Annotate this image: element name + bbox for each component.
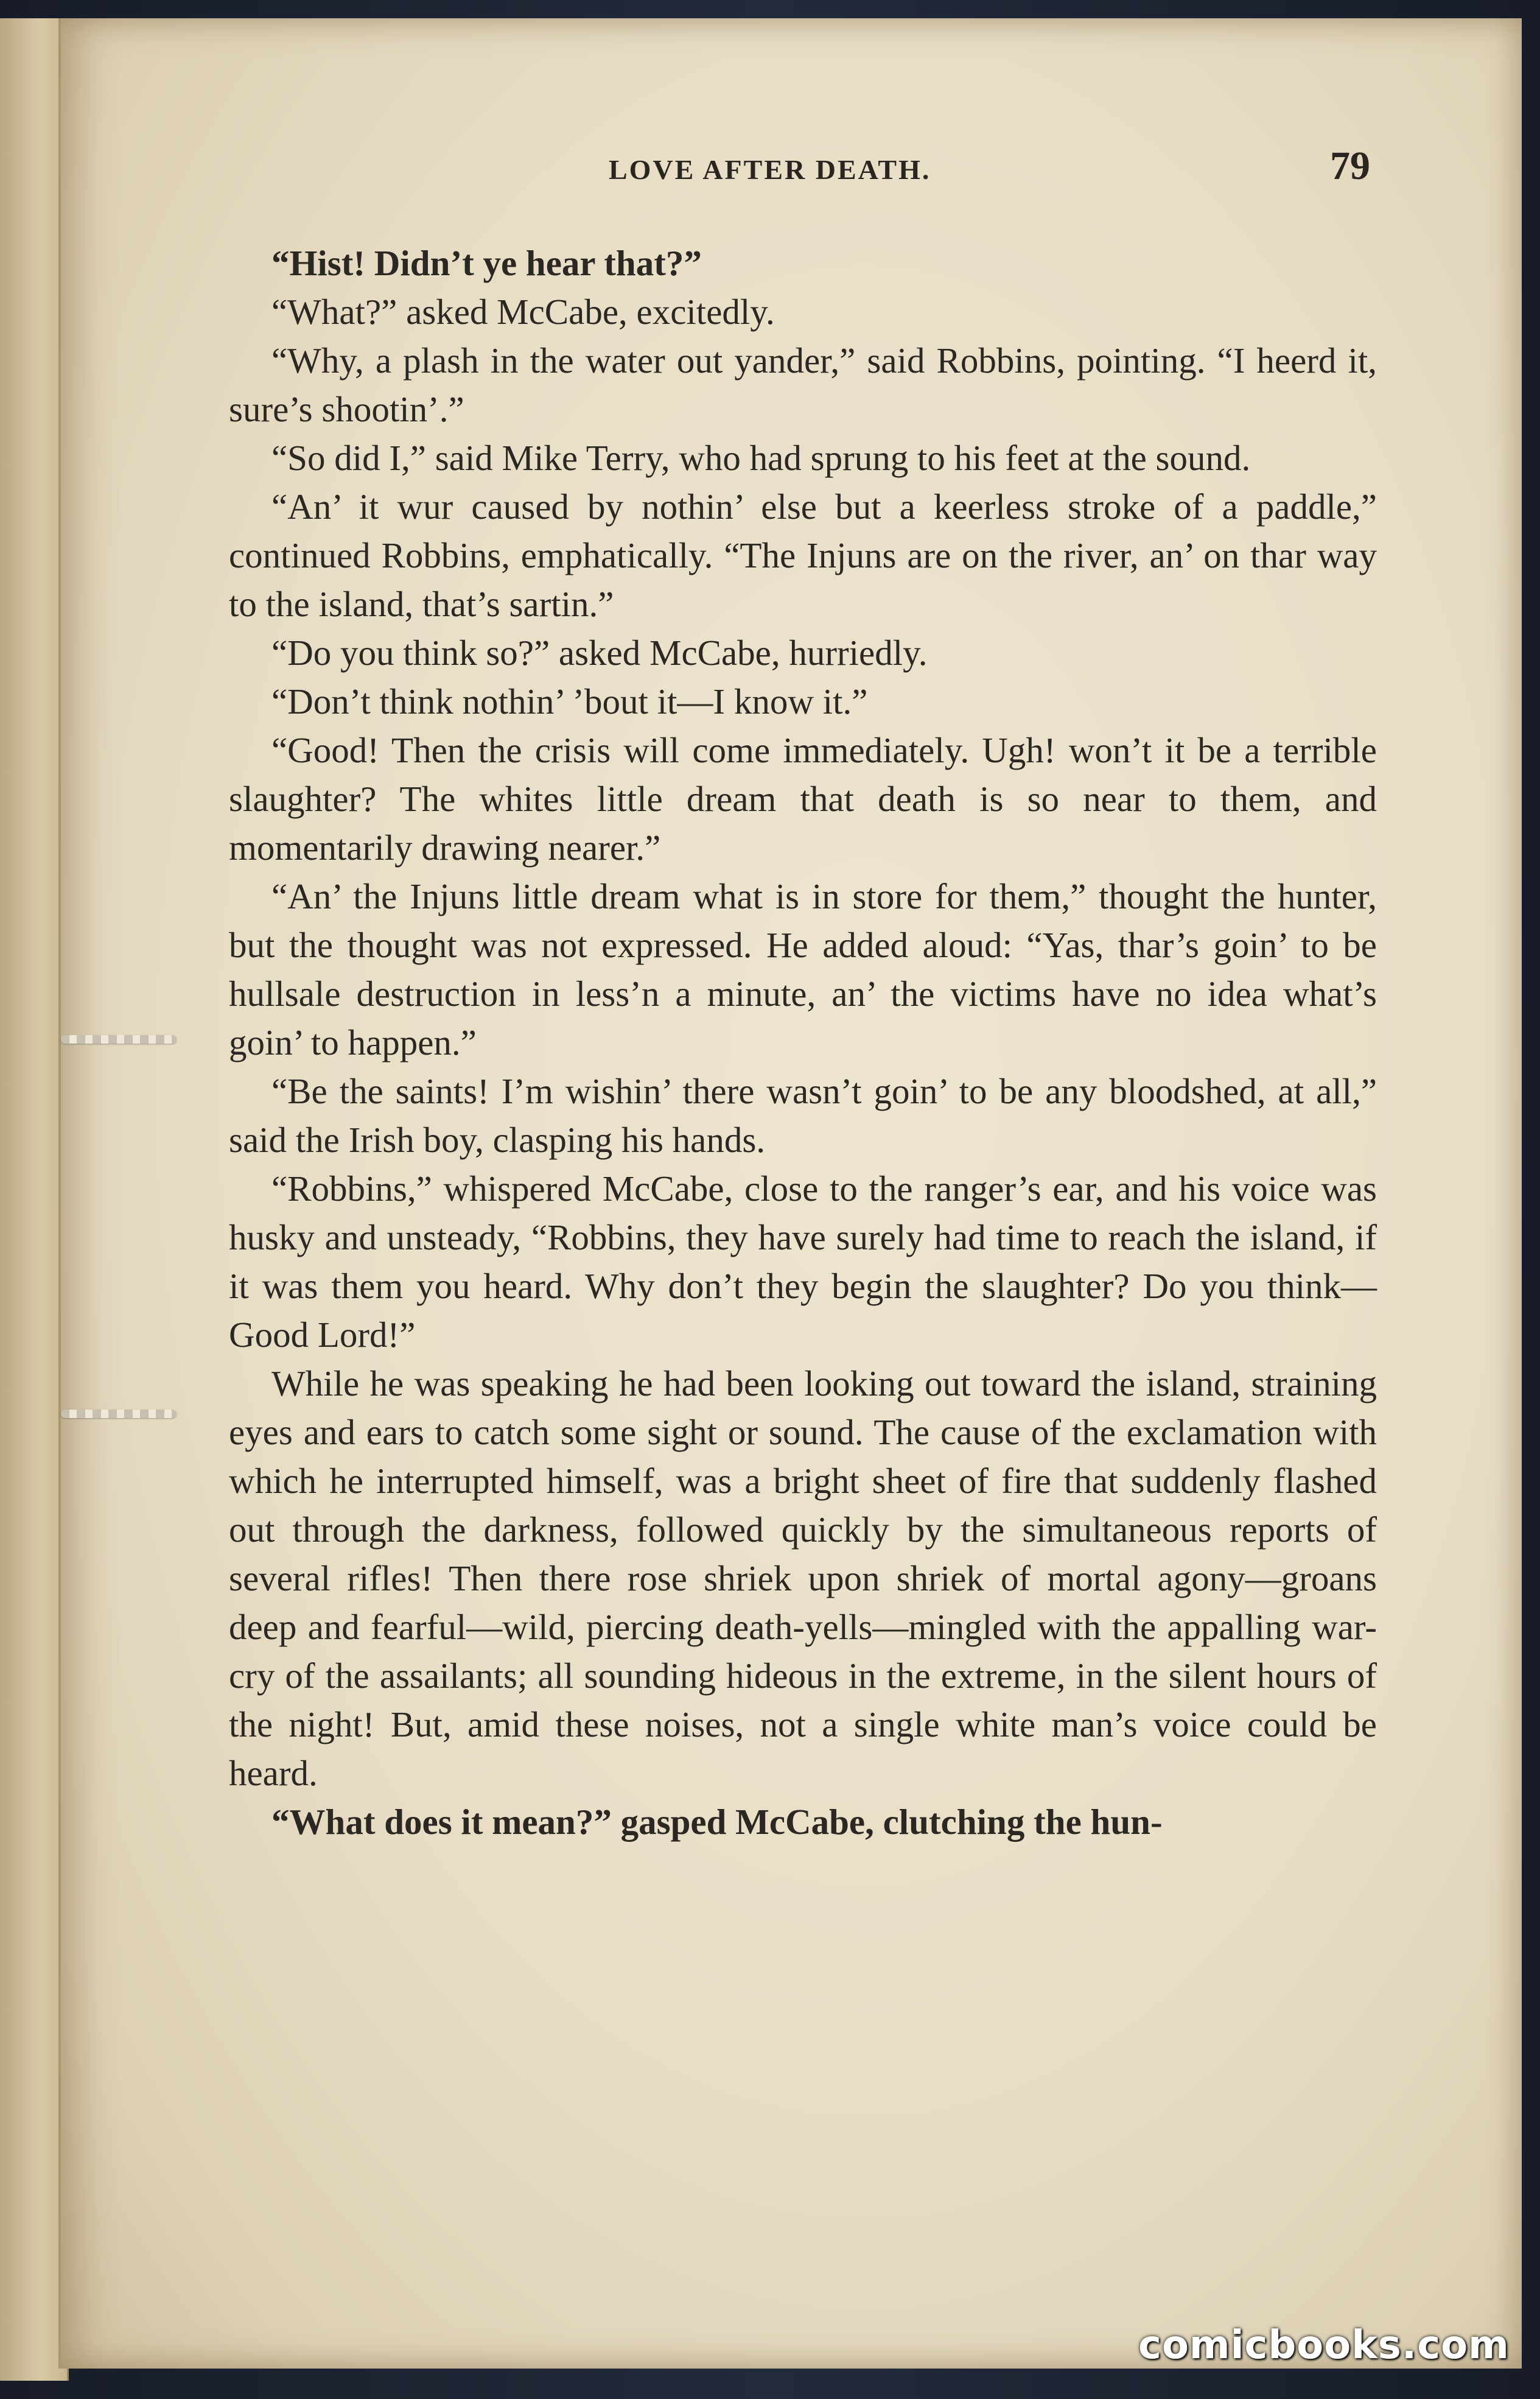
- paragraph: “Why, a plash in the water out yander,” said Robbins, pointing. “I heerd it, sure’s shootin’.”: [229, 340, 1377, 429]
- paragraph: While he was speaking he had been looking out toward the island, straining eyes and ears to catch some sight or sound. The cause of the exclamation with which he interrupted himself, was a bright sheet of fire that suddenly flashed out through the darkness, followed quickly by the simultaneous reports of several rifles! Then there rose shriek upon shriek of mortal agony—groans deep and fearful—wild, piercing death-yells—mingled with the appalling war-cry of the assailants; all sounding hideous in the extreme, in the silent hours of the night! But, amid these noises, not a single white man’s voice could be heard.: [229, 1363, 1377, 1793]
- binding-stitch: [61, 1035, 177, 1044]
- paragraph: “Do you think so?” asked McCabe, hurriedly.: [271, 633, 928, 673]
- paragraph: “Good! Then the crisis will come immediately. Ugh! won’t it be a terrible slaughter? The whites little dream that death is so near to them, and momentarily drawing nearer.”: [229, 730, 1377, 868]
- binding-stitch: [61, 1410, 177, 1418]
- paragraph: “An’ it wur caused by nothin’ else but a keerless stroke of a paddle,” continued Robbins, emphatically. “The Injuns are on the river, an’ on thar way to the island, that’s sartin.”: [229, 486, 1377, 624]
- paragraph: “Be the saints! I’m wishin’ there wasn’t goin’ to be any bloodshed, at all,” said the Irish boy, clasping his hands.: [229, 1071, 1377, 1160]
- paragraph: “Hist! Didn’t ye hear that?”: [271, 243, 702, 283]
- paragraph: “So did I,” said Mike Terry, who had sprung to his feet at the sound.: [271, 438, 1251, 478]
- paragraph: “Robbins,” whispered McCabe, close to the ranger’s ear, and his voice was husky and unsteady, “Robbins, they have surely had time to reach the island, if it was them you heard. Why don’t they begin the slaughter? Do you think— Good Lord!”: [229, 1168, 1377, 1355]
- running-head: LOVE AFTER DEATH.: [609, 154, 931, 185]
- body-text: [229, 239, 1377, 1846]
- paragraph: “What does it mean?” gasped McCabe, clutching the hun-: [271, 1802, 1163, 1842]
- paragraph: “What?” asked McCabe, excitedly.: [271, 292, 775, 332]
- paragraph: “Don’t think nothin’ ’bout it—I know it.”: [271, 681, 868, 722]
- page-number: 79: [1330, 144, 1370, 188]
- paragraph: “An’ the Injuns little dream what is in store for them,” thought the hunter, but the thought was not expressed. He added aloud: “Yas, thar’s goin’ to be hullsale destruction in less’n a minute, an’ the victims have no idea what’s goin’ to happen.”: [229, 876, 1377, 1063]
- site-watermark: comicbooks.com: [1138, 2323, 1510, 2368]
